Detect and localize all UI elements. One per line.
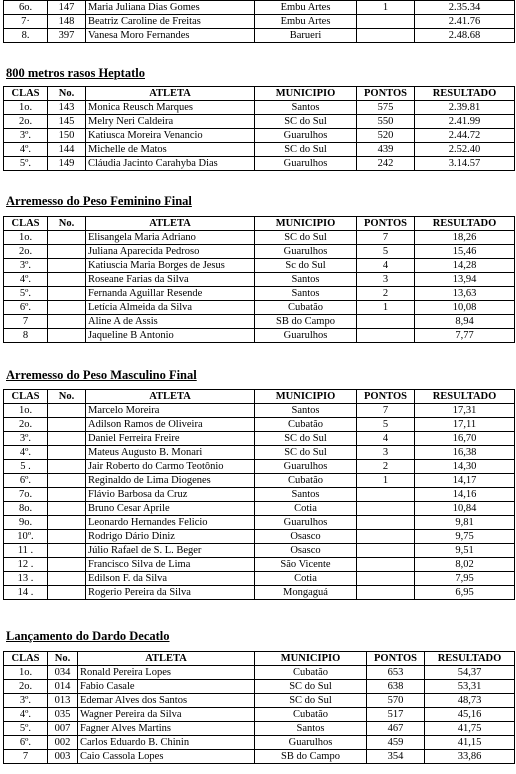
- table-row: [4, 736, 515, 750]
- cell-pontos: 570: [367, 694, 425, 708]
- cell-resultado: 16,38: [415, 446, 515, 460]
- results-table-dardo-decatlo: [3, 651, 515, 764]
- cell-resultado: 2.41.76: [415, 15, 515, 29]
- table-row: [4, 708, 515, 722]
- table-row: [4, 259, 515, 273]
- table-row: [4, 530, 515, 544]
- column-header-resultado: RESULTADO: [415, 390, 515, 404]
- results-block-dardo-decatlo: [3, 651, 515, 764]
- cell-municipio: Mongaguá: [255, 586, 357, 600]
- cell-resultado: 10,08: [415, 301, 515, 315]
- cell-municipio: Cubatão: [255, 418, 357, 432]
- table-row: [4, 143, 515, 157]
- cell-clas: 2o.: [4, 680, 48, 694]
- cell-clas: 7: [4, 750, 48, 764]
- cell-clas: 2o.: [4, 418, 48, 432]
- cell-municipio: Santos: [255, 722, 367, 736]
- table-row: [4, 750, 515, 764]
- cell-number: [48, 329, 86, 343]
- cell-number: [48, 404, 86, 418]
- cell-municipio: Santos: [255, 287, 357, 301]
- table-row: [4, 446, 515, 460]
- cell-clas: 6º.: [4, 474, 48, 488]
- table-row: [4, 666, 515, 680]
- cell-number: 144: [48, 143, 86, 157]
- table-row: [4, 231, 515, 245]
- cell-resultado: 2.41.99: [415, 115, 515, 129]
- column-header-municipio: MUNICIPIO: [255, 87, 357, 101]
- table-row: [4, 404, 515, 418]
- cell-municipio: Cubatão: [255, 474, 357, 488]
- table-row: [4, 157, 515, 171]
- results-block-peso-masculino: [3, 389, 515, 600]
- cell-municipio: Santos: [255, 488, 357, 502]
- cell-clas: 5º.: [4, 722, 48, 736]
- cell-athlete: Cláudia Jacinto Carahyba Dias: [86, 157, 255, 171]
- column-header-clas: CLAS: [4, 87, 48, 101]
- cell-pontos: [357, 15, 415, 29]
- cell-resultado: 53,31: [425, 680, 515, 694]
- table-row: [4, 287, 515, 301]
- cell-resultado: 2.52.40: [415, 143, 515, 157]
- cell-resultado: 48,73: [425, 694, 515, 708]
- cell-clas: 2o.: [4, 245, 48, 259]
- column-header-number: No.: [48, 87, 86, 101]
- section-title-peso-masculino: Arremesso do Peso Masculino Final: [6, 368, 197, 382]
- table-row: [4, 544, 515, 558]
- cell-athlete: Rodrigo Dário Diniz: [86, 530, 255, 544]
- cell-number: 003: [48, 750, 78, 764]
- cell-number: [48, 245, 86, 259]
- cell-municipio: SC do Sul: [255, 680, 367, 694]
- table-row: [4, 115, 515, 129]
- column-header-municipio: MUNICIPIO: [255, 217, 357, 231]
- cell-pontos: 2: [357, 460, 415, 474]
- cell-clas: 1o.: [4, 101, 48, 115]
- cell-resultado: 14,17: [415, 474, 515, 488]
- cell-pontos: 1: [357, 301, 415, 315]
- cell-municipio: SC do Sul: [255, 432, 357, 446]
- cell-resultado: 9,81: [415, 516, 515, 530]
- cell-clas: 1o.: [4, 666, 48, 680]
- cell-municipio: Cubatão: [255, 301, 357, 315]
- cell-pontos: 3: [357, 446, 415, 460]
- cell-resultado: 18,26: [415, 231, 515, 245]
- cell-athlete: Elisangela Maria Adriano: [86, 231, 255, 245]
- cell-number: [48, 474, 86, 488]
- cell-municipio: Cotia: [255, 572, 357, 586]
- cell-clas: 5 .: [4, 460, 48, 474]
- table-row: [4, 329, 515, 343]
- cell-athlete: Katiuscia Maria Borges de Jesus: [86, 259, 255, 273]
- column-header-pontos: PONTOS: [367, 652, 425, 666]
- cell-clas: 4º.: [4, 708, 48, 722]
- cell-athlete: Ronald Pereira Lopes: [78, 666, 255, 680]
- cell-pontos: 517: [367, 708, 425, 722]
- cell-resultado: 7,77: [415, 329, 515, 343]
- cell-number: [48, 572, 86, 586]
- cell-clas: 9o.: [4, 516, 48, 530]
- cell-pontos: [357, 329, 415, 343]
- cell-pontos: 5: [357, 245, 415, 259]
- cell-resultado: 45,16: [425, 708, 515, 722]
- cell-number: 397: [48, 29, 86, 43]
- column-header-pontos: PONTOS: [357, 87, 415, 101]
- cell-pontos: 638: [367, 680, 425, 694]
- cell-pontos: 354: [367, 750, 425, 764]
- table-row: [4, 301, 515, 315]
- cell-clas: 6º.: [4, 301, 48, 315]
- cell-number: [48, 301, 86, 315]
- cell-clas: 14 .: [4, 586, 48, 600]
- table-row: [4, 474, 515, 488]
- cell-number: [48, 544, 86, 558]
- cell-clas: 6o.: [4, 1, 48, 15]
- cell-pontos: [357, 558, 415, 572]
- table-row: [4, 1, 515, 15]
- cell-clas: 4º.: [4, 446, 48, 460]
- cell-athlete: Flávio Barbosa da Cruz: [86, 488, 255, 502]
- cell-municipio: Guarulhos: [255, 736, 367, 750]
- cell-municipio: Guarulhos: [255, 129, 357, 143]
- cell-municipio: Osasco: [255, 530, 357, 544]
- cell-athlete: Roseane Farias da Silva: [86, 273, 255, 287]
- cell-clas: 11 .: [4, 544, 48, 558]
- cell-number: [48, 460, 86, 474]
- cell-number: [48, 558, 86, 572]
- table-row: [4, 572, 515, 586]
- cell-pontos: 439: [357, 143, 415, 157]
- cell-pontos: [357, 315, 415, 329]
- cell-municipio: Sc do Sul: [255, 259, 357, 273]
- cell-athlete: Aline A de Assis: [86, 315, 255, 329]
- cell-clas: 12 .: [4, 558, 48, 572]
- cell-municipio: Guarulhos: [255, 245, 357, 259]
- cell-athlete: Caio Cassola Lopes: [78, 750, 255, 764]
- cell-athlete: Rogerio Pereira da Silva: [86, 586, 255, 600]
- cell-athlete: Katiusca Moreira Venancio: [86, 129, 255, 143]
- cell-pontos: [357, 29, 415, 43]
- cell-resultado: 17,31: [415, 404, 515, 418]
- cell-clas: 5º.: [4, 157, 48, 171]
- column-header-municipio: MUNICIPIO: [255, 652, 367, 666]
- cell-athlete: Daniel Ferreira Freire: [86, 432, 255, 446]
- cell-clas: 2o.: [4, 115, 48, 129]
- results-table-800m-heptatlo: [3, 86, 515, 171]
- cell-clas: 13 .: [4, 572, 48, 586]
- cell-pontos: 7: [357, 231, 415, 245]
- cell-athlete: Monica Reusch Marques: [86, 101, 255, 115]
- column-header-clas: CLAS: [4, 652, 48, 666]
- cell-number: [48, 315, 86, 329]
- cell-number: 013: [48, 694, 78, 708]
- cell-pontos: [357, 488, 415, 502]
- column-header-athlete: ATLETA: [86, 217, 255, 231]
- cell-municipio: SC do Sul: [255, 115, 357, 129]
- cell-number: 145: [48, 115, 86, 129]
- cell-number: [48, 446, 86, 460]
- cell-clas: 3º.: [4, 129, 48, 143]
- cell-municipio: SC do Sul: [255, 694, 367, 708]
- cell-pontos: 1: [357, 1, 415, 15]
- cell-athlete: Maria Juliana Dias Gomes: [86, 1, 255, 15]
- table-row: [4, 273, 515, 287]
- cell-athlete: Fagner Alves Martins: [78, 722, 255, 736]
- cell-resultado: 9,51: [415, 544, 515, 558]
- cell-pontos: [357, 572, 415, 586]
- cell-resultado: 2.48.68: [415, 29, 515, 43]
- cell-clas: 1o.: [4, 231, 48, 245]
- cell-number: 035: [48, 708, 78, 722]
- cell-athlete: Wagner Pereira da Silva: [78, 708, 255, 722]
- cell-municipio: SC do Sul: [255, 231, 357, 245]
- cell-clas: 7·: [4, 15, 48, 29]
- table-row: [4, 129, 515, 143]
- column-header-resultado: RESULTADO: [425, 652, 515, 666]
- cell-pontos: 3: [357, 273, 415, 287]
- cell-pontos: 459: [367, 736, 425, 750]
- cell-resultado: 41,75: [425, 722, 515, 736]
- cell-clas: 7o.: [4, 488, 48, 502]
- cell-number: [48, 530, 86, 544]
- cell-municipio: Osasco: [255, 544, 357, 558]
- cell-resultado: 54,37: [425, 666, 515, 680]
- cell-municipio: Santos: [255, 404, 357, 418]
- cell-clas: 6º.: [4, 736, 48, 750]
- results-table-peso-masculino: [3, 389, 515, 600]
- cell-pontos: 5: [357, 418, 415, 432]
- cell-athlete: Mateus Augusto B. Monari: [86, 446, 255, 460]
- column-header-pontos: PONTOS: [357, 390, 415, 404]
- table-row: [4, 460, 515, 474]
- cell-pontos: 4: [357, 259, 415, 273]
- cell-number: 143: [48, 101, 86, 115]
- cell-pontos: 4: [357, 432, 415, 446]
- cell-municipio: Guarulhos: [255, 329, 357, 343]
- cell-clas: 3º.: [4, 259, 48, 273]
- column-header-resultado: RESULTADO: [415, 217, 515, 231]
- cell-athlete: Michelle de Matos: [86, 143, 255, 157]
- cell-clas: 1o.: [4, 404, 48, 418]
- cell-resultado: 14,28: [415, 259, 515, 273]
- cell-resultado: 7,95: [415, 572, 515, 586]
- column-header-number: No.: [48, 652, 78, 666]
- column-header-clas: CLAS: [4, 217, 48, 231]
- cell-athlete: Juliana Aparecida Pedroso: [86, 245, 255, 259]
- cell-municipio: Guarulhos: [255, 460, 357, 474]
- cell-athlete: Jaqueline B Antonio: [86, 329, 255, 343]
- cell-number: 014: [48, 680, 78, 694]
- table-row: [4, 315, 515, 329]
- column-header-resultado: RESULTADO: [415, 87, 515, 101]
- cell-clas: 4º.: [4, 143, 48, 157]
- cell-resultado: 9,75: [415, 530, 515, 544]
- cell-resultado: 2.39.81: [415, 101, 515, 115]
- cell-athlete: Reginaldo de Lima Diogenes: [86, 474, 255, 488]
- cell-clas: 3º.: [4, 432, 48, 446]
- cell-athlete: Letícia Almeida da Silva: [86, 301, 255, 315]
- cell-number: [48, 418, 86, 432]
- cell-athlete: Júlio Rafael de S. L. Beger: [86, 544, 255, 558]
- cell-pontos: [357, 502, 415, 516]
- top-results-table: [3, 0, 515, 43]
- cell-athlete: Beatriz Caroline de Freitas: [86, 15, 255, 29]
- cell-clas: 8o.: [4, 502, 48, 516]
- cell-number: 007: [48, 722, 78, 736]
- cell-municipio: Santos: [255, 273, 357, 287]
- cell-pontos: [357, 544, 415, 558]
- cell-municipio: Cotia: [255, 502, 357, 516]
- table-row: [4, 680, 515, 694]
- cell-athlete: Edemar Alves dos Santos: [78, 694, 255, 708]
- cell-number: [48, 231, 86, 245]
- cell-number: [48, 586, 86, 600]
- column-header-number: No.: [48, 390, 86, 404]
- cell-clas: 4º.: [4, 273, 48, 287]
- cell-number: [48, 488, 86, 502]
- cell-resultado: 8,02: [415, 558, 515, 572]
- cell-municipio: SC do Sul: [255, 143, 357, 157]
- cell-pontos: 467: [367, 722, 425, 736]
- table-row: [4, 586, 515, 600]
- cell-resultado: 14,16: [415, 488, 515, 502]
- cell-athlete: Melry Neri Caldeira: [86, 115, 255, 129]
- section-title-800m-heptatlo: 800 metros rasos Heptatlo: [6, 66, 145, 80]
- cell-municipio: Guarulhos: [255, 157, 357, 171]
- cell-athlete: Marcelo Moreira: [86, 404, 255, 418]
- cell-municipio: SB do Campo: [255, 315, 357, 329]
- cell-clas: 8.: [4, 29, 48, 43]
- cell-clas: 7: [4, 315, 48, 329]
- cell-resultado: 15,46: [415, 245, 515, 259]
- cell-clas: 10º.: [4, 530, 48, 544]
- table-row: [4, 432, 515, 446]
- cell-number: [48, 516, 86, 530]
- cell-pontos: 7: [357, 404, 415, 418]
- table-row: [4, 15, 515, 29]
- cell-municipio: Embu Artes: [255, 15, 357, 29]
- cell-resultado: 8,94: [415, 315, 515, 329]
- section-title-peso-feminino: Arremesso do Peso Feminino Final: [6, 194, 192, 208]
- cell-municipio: Cubatão: [255, 666, 367, 680]
- cell-pontos: 1: [357, 474, 415, 488]
- cell-resultado: 17,11: [415, 418, 515, 432]
- cell-number: [48, 259, 86, 273]
- cell-athlete: Adilson Ramos de Oliveira: [86, 418, 255, 432]
- cell-number: 148: [48, 15, 86, 29]
- cell-clas: 8: [4, 329, 48, 343]
- cell-number: [48, 502, 86, 516]
- cell-resultado: 13,63: [415, 287, 515, 301]
- section-title-dardo-decatlo: Lançamento do Dardo Decatlo: [6, 629, 170, 643]
- cell-pontos: 242: [357, 157, 415, 171]
- table-row: [4, 418, 515, 432]
- cell-number: 149: [48, 157, 86, 171]
- cell-municipio: Guarulhos: [255, 516, 357, 530]
- cell-resultado: 16,70: [415, 432, 515, 446]
- cell-number: [48, 273, 86, 287]
- cell-municipio: Santos: [255, 101, 357, 115]
- column-header-pontos: PONTOS: [357, 217, 415, 231]
- cell-number: [48, 432, 86, 446]
- cell-pontos: 550: [357, 115, 415, 129]
- cell-pontos: 575: [357, 101, 415, 115]
- cell-resultado: 14,30: [415, 460, 515, 474]
- cell-athlete: Bruno Cesar Aprile: [86, 502, 255, 516]
- column-header-number: No.: [48, 217, 86, 231]
- cell-municipio: Barueri: [255, 29, 357, 43]
- cell-resultado: 10,84: [415, 502, 515, 516]
- cell-resultado: 13,94: [415, 273, 515, 287]
- table-row: [4, 101, 515, 115]
- results-block-800m-heptatlo: [3, 86, 515, 171]
- cell-resultado: 2.44.72: [415, 129, 515, 143]
- table-row: [4, 516, 515, 530]
- top-results-block: [3, 0, 515, 43]
- cell-athlete: Jair Roberto do Carmo Teotônio: [86, 460, 255, 474]
- cell-number: 147: [48, 1, 86, 15]
- cell-resultado: 6,95: [415, 586, 515, 600]
- table-row: [4, 694, 515, 708]
- table-row: [4, 502, 515, 516]
- table-row: [4, 488, 515, 502]
- cell-resultado: 41,15: [425, 736, 515, 750]
- cell-clas: 3º.: [4, 694, 48, 708]
- cell-clas: 5º.: [4, 287, 48, 301]
- cell-municipio: São Vicente: [255, 558, 357, 572]
- column-header-clas: CLAS: [4, 390, 48, 404]
- cell-pontos: 2: [357, 287, 415, 301]
- cell-athlete: Edilson F. da Silva: [86, 572, 255, 586]
- cell-athlete: Fabio Casale: [78, 680, 255, 694]
- cell-athlete: Francisco Silva de Lima: [86, 558, 255, 572]
- cell-pontos: [357, 586, 415, 600]
- column-header-athlete: ATLETA: [86, 390, 255, 404]
- cell-number: 034: [48, 666, 78, 680]
- cell-athlete: Fernanda Aguillar Resende: [86, 287, 255, 301]
- cell-municipio: Cubatão: [255, 708, 367, 722]
- cell-athlete: Leonardo Hernandes Felicio: [86, 516, 255, 530]
- cell-municipio: Embu Artes: [255, 1, 357, 15]
- cell-resultado: 2.35.34: [415, 1, 515, 15]
- column-header-athlete: ATLETA: [86, 87, 255, 101]
- cell-number: 002: [48, 736, 78, 750]
- cell-resultado: 3.14.57: [415, 157, 515, 171]
- cell-pontos: [357, 530, 415, 544]
- cell-municipio: SB do Campo: [255, 750, 367, 764]
- table-row: [4, 558, 515, 572]
- cell-pontos: 520: [357, 129, 415, 143]
- column-header-municipio: MUNICIPIO: [255, 390, 357, 404]
- cell-athlete: Vanesa Moro Fernandes: [86, 29, 255, 43]
- cell-pontos: [357, 516, 415, 530]
- cell-athlete: Carlos Eduardo B. Chinin: [78, 736, 255, 750]
- results-block-peso-feminino: [3, 216, 515, 343]
- cell-municipio: SC do Sul: [255, 446, 357, 460]
- table-row: [4, 29, 515, 43]
- cell-number: 150: [48, 129, 86, 143]
- table-row: [4, 245, 515, 259]
- column-header-athlete: ATLETA: [78, 652, 255, 666]
- results-table-peso-feminino: [3, 216, 515, 343]
- cell-pontos: 653: [367, 666, 425, 680]
- cell-resultado: 33,86: [425, 750, 515, 764]
- table-row: [4, 722, 515, 736]
- cell-number: [48, 287, 86, 301]
